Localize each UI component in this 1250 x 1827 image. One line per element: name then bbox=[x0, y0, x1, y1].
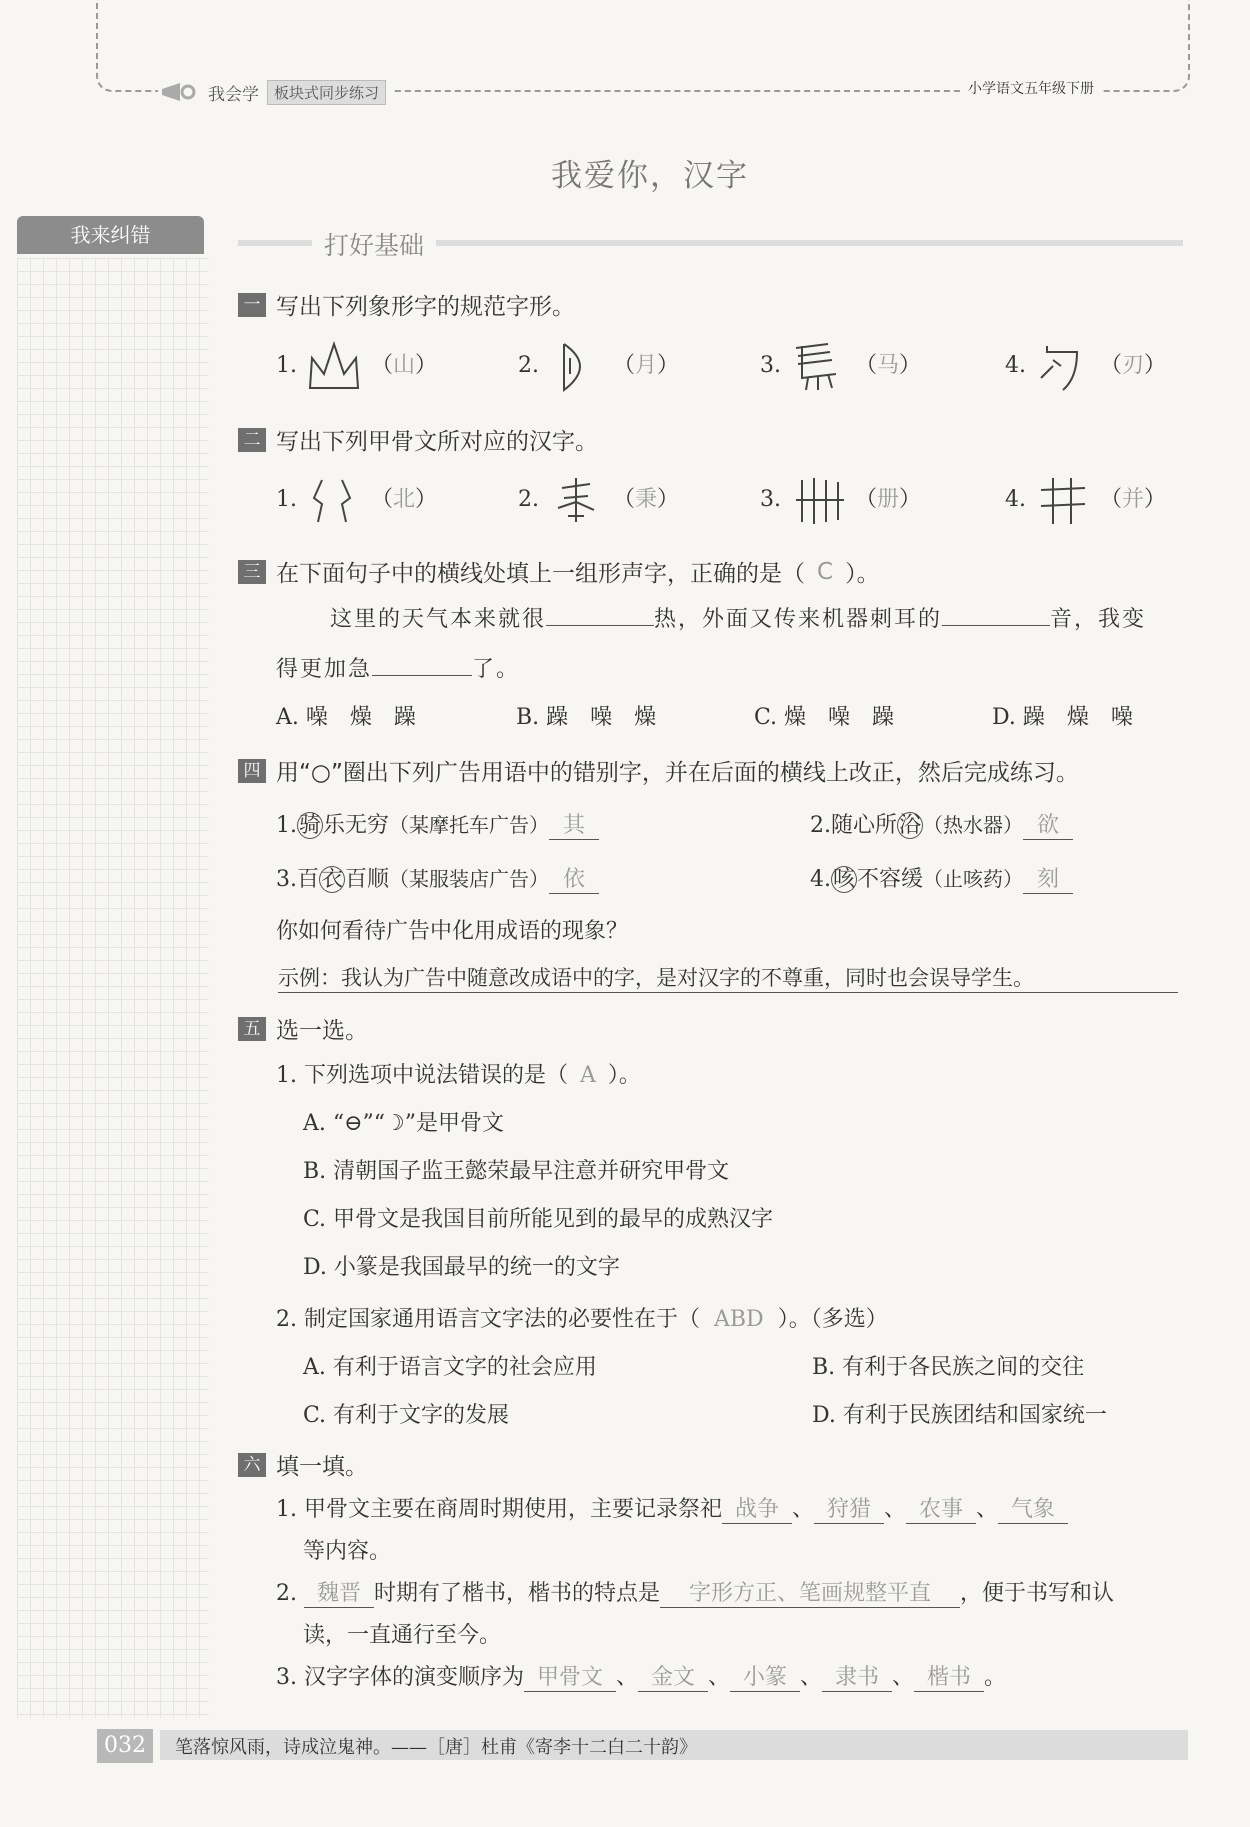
q5-sub1-option-b: B. 清朝国子监王懿荣最早注意并研究甲骨文 bbox=[303, 1159, 730, 1184]
q3-text-after: ）。 bbox=[845, 561, 880, 587]
q1-heading bbox=[238, 288, 575, 321]
circled-char: 咳 bbox=[833, 867, 856, 892]
q5-sub1-option-a: A. “⊖”“☽”是甲骨文 bbox=[303, 1111, 505, 1136]
q2-item-4: 4. （并） bbox=[1005, 472, 1166, 528]
q4-item-3 bbox=[276, 862, 599, 894]
q2-heading bbox=[238, 423, 598, 456]
oracle-bei-icon bbox=[304, 472, 364, 528]
q2-item-2: 2. （秉） bbox=[518, 472, 679, 528]
q6-ans-6: 字形方正、笔画规整平直 bbox=[660, 1576, 960, 1608]
sentence-part: 了。 bbox=[472, 657, 521, 682]
q5-sub1 bbox=[276, 1058, 641, 1089]
item-number: 2. bbox=[810, 813, 831, 838]
ad-text: 百顺 bbox=[345, 867, 390, 892]
pictograph-mountain-icon bbox=[304, 338, 364, 394]
pictograph-moon-icon bbox=[546, 338, 606, 394]
circled-char: 骑 bbox=[299, 813, 322, 838]
q6-number: 六 bbox=[238, 1453, 266, 1477]
q6-text: 填一填。 bbox=[276, 1454, 368, 1480]
q4-sample-answer: 示例：我认为广告中随意改成语中的字，是对汉字的不尊重，同时也会误导学生。 bbox=[278, 962, 1178, 993]
q5-sub2-text-after: ）。（多选） bbox=[777, 1307, 888, 1332]
q5-sub1-text-after: ）。 bbox=[607, 1063, 641, 1088]
blank-1[interactable] bbox=[546, 603, 654, 626]
q5-sub2-text: 2. 制定国家通用语言文字法的必要性在于（ bbox=[276, 1307, 700, 1332]
q4-answer-3: 依 bbox=[549, 862, 599, 894]
q6-line3: 3. 汉字字体的演变顺序为 甲骨文 、 金文 、 小篆 、 隶书 、 楷书 。 bbox=[276, 1660, 1006, 1692]
q3-option-c: C. 燥 噪 躁 bbox=[754, 705, 895, 730]
q5-heading bbox=[238, 1012, 368, 1045]
q6-line2-text: 时期有了楷书，楷书的特点是 bbox=[374, 1581, 661, 1606]
ad-note: （热水器） bbox=[923, 813, 1024, 837]
q2-answer-4: 并 bbox=[1122, 487, 1145, 512]
section-label: 打好基础 bbox=[312, 226, 436, 262]
ad-text: 乐无穷 bbox=[323, 813, 390, 838]
sidebar-grid bbox=[17, 258, 209, 1718]
sidebar-tab: 我来纠错 bbox=[17, 216, 204, 254]
item-number: 3. bbox=[276, 867, 297, 892]
q6-line1: 1. 甲骨文主要在商周时期使用，主要记录祭祀 战争 、 狩猎 、 农事 、 气象 bbox=[276, 1492, 1068, 1524]
q2-text: 写出下列甲骨文所对应的汉字。 bbox=[276, 429, 598, 455]
q6-ans-2: 狩猎 bbox=[814, 1492, 884, 1524]
pictograph-blade-icon bbox=[1033, 338, 1093, 394]
q1-number: 一 bbox=[238, 293, 266, 317]
item-number: 1. bbox=[276, 813, 297, 838]
q4-question: 你如何看待广告中化用成语的现象？ bbox=[276, 919, 629, 944]
q5-sub2-option-a: A. 有利于语言文字的社会应用 bbox=[303, 1355, 597, 1380]
q4-heading bbox=[238, 754, 1079, 787]
oracle-bing2-icon bbox=[1033, 472, 1093, 528]
blank-3[interactable] bbox=[372, 653, 472, 676]
q1-answer-4: 刃 bbox=[1122, 353, 1145, 378]
q2-item-3: 3. （册） bbox=[760, 472, 921, 528]
q3-number: 三 bbox=[238, 560, 266, 584]
ad-note: （止咳药） bbox=[923, 867, 1024, 891]
item-number: 4. bbox=[810, 867, 831, 892]
q1-answer-2: 月 bbox=[635, 353, 658, 378]
header-brand bbox=[158, 78, 392, 106]
ad-text: 随心所 bbox=[831, 813, 898, 838]
item-number: 2. bbox=[518, 487, 539, 512]
ad-text: 不容缓 bbox=[857, 867, 924, 892]
q2-item-1: 1. （北） bbox=[276, 472, 437, 528]
q5-sub2-answer: ABD bbox=[714, 1307, 764, 1332]
q5-sub2-option-b: B. 有利于各民族之间的交往 bbox=[812, 1355, 1085, 1380]
q2-answer-1: 北 bbox=[393, 487, 416, 512]
circled-char: 浴 bbox=[899, 813, 922, 838]
header-logo-text: 我会学 bbox=[208, 84, 259, 105]
q6-ans-4: 气象 bbox=[998, 1492, 1068, 1524]
q4-text: 用“○”圈出下列广告用语中的错别字，并在后面的横线上改正，然后完成练习。 bbox=[276, 760, 1079, 786]
q6-ans-5: 魏晋 bbox=[304, 1576, 374, 1608]
q5-sub2-option-c: C. 有利于文字的发展 bbox=[303, 1403, 510, 1428]
sentence-part: 得更加急 bbox=[276, 657, 373, 682]
sentence-part: 热，外面又传来机器刺耳的 bbox=[654, 607, 943, 632]
header-series: 板块式同步练习 bbox=[267, 80, 386, 105]
q3-option-a: A. 噪 燥 躁 bbox=[276, 705, 416, 730]
q1-item-2: 2. （月） bbox=[518, 338, 679, 394]
oracle-bing-icon bbox=[546, 472, 606, 528]
pictograph-horse-icon bbox=[788, 338, 848, 394]
q1-answer-1: 山 bbox=[393, 353, 416, 378]
page-title: 我爱你，汉字 bbox=[551, 158, 749, 194]
item-number: 4. bbox=[1005, 353, 1026, 378]
q1-item-1: 1. （山） bbox=[276, 338, 437, 394]
q3-sentence-line2 bbox=[276, 652, 520, 683]
circled-char: 衣 bbox=[321, 867, 344, 892]
q6-ans-11: 楷书 bbox=[914, 1660, 984, 1692]
ad-note: （某服装店广告） bbox=[389, 867, 550, 891]
q6-line3-end: 。 bbox=[984, 1665, 1007, 1690]
q6-line2 bbox=[276, 1576, 1114, 1608]
q3-option-b: B. 躁 噪 燥 bbox=[516, 705, 657, 730]
sentence-part: 这里的天气本来就很 bbox=[330, 607, 547, 632]
item-number: 4. bbox=[1005, 487, 1026, 512]
q6-ans-9: 小篆 bbox=[730, 1660, 800, 1692]
q6-line2-text-end: ，便于书写和认 bbox=[960, 1581, 1115, 1606]
q3-answer: C bbox=[817, 558, 834, 585]
q1-item-4: 4. （刃） bbox=[1005, 338, 1166, 394]
q1-item-3: 3. （马） bbox=[760, 338, 921, 394]
q6-line1-text: 1. 甲骨文主要在商周时期使用，主要记录祭祀 bbox=[276, 1497, 722, 1522]
q1-text: 写出下列象形字的规范字形。 bbox=[276, 294, 575, 320]
q4-number: 四 bbox=[238, 759, 266, 783]
item-number: 1. bbox=[276, 487, 297, 512]
q6-ans-7: 甲骨文 bbox=[524, 1660, 616, 1692]
item-number: 3. bbox=[760, 487, 781, 512]
header-grade: 小学语文五年级下册 bbox=[962, 78, 1100, 98]
q6-ans-3: 农事 bbox=[906, 1492, 976, 1524]
q2-answer-3: 册 bbox=[877, 487, 900, 512]
q4-item-4 bbox=[810, 862, 1073, 894]
footer-quote: 笔落惊风雨，诗成泣鬼神。——［唐］杜甫《寄李十二白二十韵》 bbox=[175, 1737, 697, 1758]
q2-answer-2: 秉 bbox=[635, 487, 658, 512]
q5-sub1-text: 1. 下列选项中说法错误的是（ bbox=[276, 1063, 568, 1088]
q5-text: 选一选。 bbox=[276, 1018, 368, 1044]
q5-number: 五 bbox=[238, 1017, 266, 1041]
item-number: 1. bbox=[276, 353, 297, 378]
page-number: 032 bbox=[97, 1729, 153, 1763]
q4-item-2 bbox=[810, 808, 1073, 840]
q5-sub2 bbox=[276, 1302, 888, 1333]
q6-ans-1: 战争 bbox=[722, 1492, 792, 1524]
q4-answer-1: 其 bbox=[549, 808, 599, 840]
q3-sentence-line1 bbox=[330, 602, 1146, 633]
q4-answer-4: 刻 bbox=[1023, 862, 1073, 894]
q2-number: 二 bbox=[238, 428, 266, 452]
item-number: 2. bbox=[518, 353, 539, 378]
blank-2[interactable] bbox=[942, 603, 1050, 626]
q6-line3-text: 3. 汉字字体的演变顺序为 bbox=[276, 1665, 524, 1690]
q5-sub1-option-c: C. 甲骨文是我国目前所能见到的最早的成熟汉字 bbox=[303, 1207, 774, 1232]
item-number: 2. bbox=[276, 1581, 297, 1606]
q6-heading bbox=[238, 1448, 368, 1481]
q6-ans-8: 金文 bbox=[638, 1660, 708, 1692]
q4-answer-2: 欲 bbox=[1023, 808, 1073, 840]
q5-sub1-answer: A bbox=[579, 1063, 596, 1088]
ad-text: 百 bbox=[297, 867, 320, 892]
q1-answer-3: 马 bbox=[877, 353, 900, 378]
q4-item-1 bbox=[276, 808, 599, 840]
oracle-ce-icon bbox=[788, 472, 848, 528]
item-number: 3. bbox=[760, 353, 781, 378]
q6-line2-cont: 读，一直通行至今。 bbox=[303, 1623, 502, 1648]
q5-sub1-option-d: D. 小篆是我国最早的统一的文字 bbox=[303, 1255, 620, 1280]
q6-ans-10: 隶书 bbox=[822, 1660, 892, 1692]
q3-option-d: D. 躁 燥 噪 bbox=[992, 705, 1133, 730]
megaphone-logo-icon bbox=[158, 79, 200, 105]
ad-note: （某摩托车广告） bbox=[389, 813, 550, 837]
q5-sub2-option-d: D. 有利于民族团结和国家统一 bbox=[812, 1403, 1107, 1428]
sentence-part: 音，我变 bbox=[1050, 607, 1147, 632]
q3-heading bbox=[238, 555, 880, 588]
q3-text-before: 在下面句子中的横线处填上一组形声字，正确的是（ bbox=[276, 561, 805, 587]
q6-line1-end: 等内容。 bbox=[303, 1539, 392, 1564]
